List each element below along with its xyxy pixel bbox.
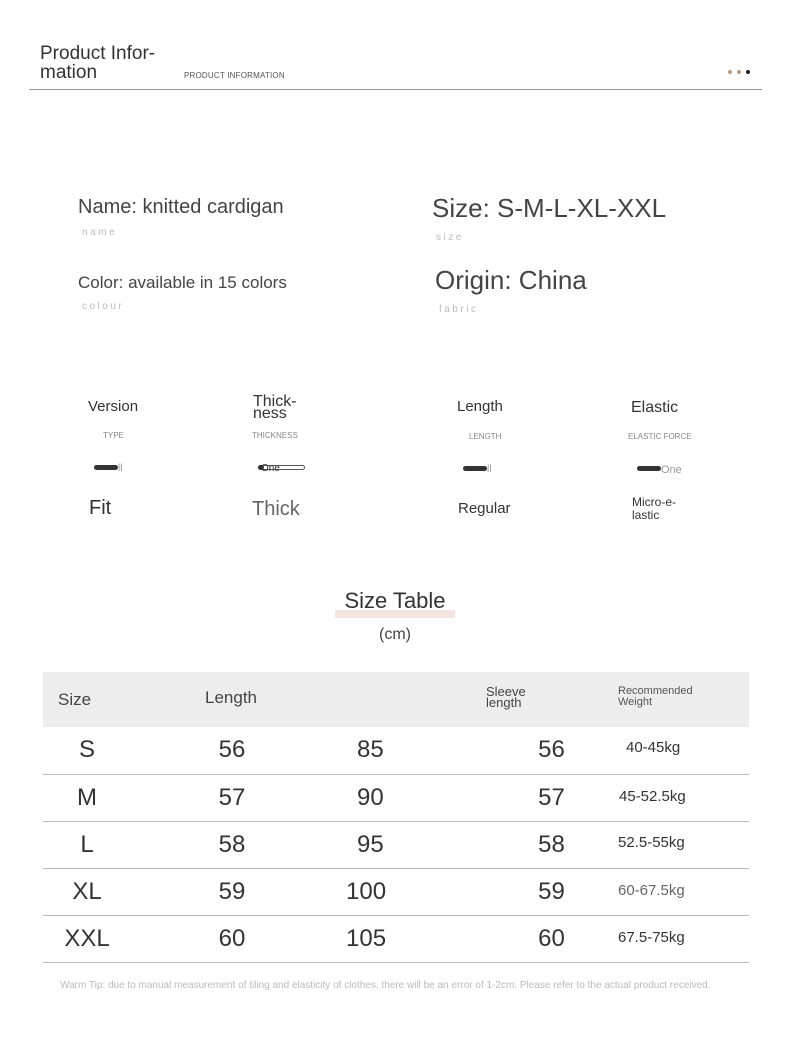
attribute-version [88,398,208,519]
table-cell: 57 [453,774,618,821]
table-cell: 60 [131,915,323,962]
attribute-marker: One [661,464,682,476]
table-cell: 59 [131,868,323,915]
attribute-marker: ll [118,463,123,474]
attribute-level-bar [463,464,493,475]
table-cell: 90 [323,774,453,821]
attribute-title: Elastic [631,399,679,416]
info-origin-sub: fabric [439,304,479,315]
decorative-dots [728,70,750,74]
dot-icon [728,70,732,74]
info-color-text: Color: available in 15 colors [78,273,287,292]
attribute-label: THICKNESS [252,431,298,440]
table-cell: 85 [323,727,453,774]
page-subtitle: PRODUCT INFORMATION [184,71,285,80]
warm-tip: Warm Tip: due to manual measurement of tiling and elasticity of clothes, there will be an error of 1-2cm. Please refer to the actual product received. [60,980,711,991]
table-cell: 67.5-75kg [618,915,749,962]
table-cell: 57 [131,774,323,821]
table-cell: 52.5-55kg [618,821,749,868]
info-size-sub: size [436,232,464,243]
table-header-cell: Length [131,672,323,727]
attribute-length [457,398,577,517]
table-cell: L [43,821,131,868]
table-title: Size Table [344,588,446,613]
header-divider [29,89,762,90]
attribute-title: Version [88,398,139,415]
attribute-label: LENGTH [469,432,502,441]
attribute-elastic [628,399,751,522]
attribute-level-bar [94,463,124,474]
dot-icon [737,70,741,74]
page-title: Product Infor- mation [40,43,156,83]
table-row [43,915,749,962]
info-color [78,273,287,312]
attribute-level-bar [637,464,687,476]
attribute-thickness [252,393,373,520]
attribute-label: ELASTIC FORCE [628,432,692,441]
attribute-value: Regular [458,500,511,517]
table-cell: M [43,774,131,821]
info-origin-text: Origin: China [435,265,587,295]
table-row [43,727,749,774]
table-header-cell: Recommended Weight [618,672,749,727]
table-header-cell: Size [43,672,131,727]
attribute-label: TYPE [103,431,124,440]
info-color-sub: colour [82,301,125,312]
table-cell: XXL [43,915,131,962]
table-header-row [43,672,749,727]
info-name-sub: name [82,227,118,238]
table-cell: 59 [453,868,618,915]
table-cell: 60-67.5kg [618,868,749,915]
size-table [43,672,749,963]
info-name-text: Name: knitted cardigan [78,196,284,218]
table-cell: 40-45kg [618,727,749,774]
table-header-cell [323,672,453,727]
attribute-title: Thick- ness [253,393,297,422]
table-cell: 58 [131,821,323,868]
attribute-title: Length [457,398,503,415]
attribute-marker: ll [487,464,492,475]
table-row [43,774,749,821]
table-cell: 56 [453,727,618,774]
table-cell: 60 [453,915,618,962]
table-cell: XL [43,868,131,915]
info-size [432,193,666,243]
table-cell: 58 [453,821,618,868]
table-cell: 95 [323,821,453,868]
table-cell: 100 [323,868,453,915]
attribute-value: Thick [252,498,300,520]
table-row [43,868,749,915]
dot-icon [746,70,750,74]
attribute-value: Fit [89,497,112,519]
table-unit: (cm) [379,626,411,643]
info-origin [435,265,587,315]
table-header-cell: Sleeve length [453,672,618,727]
info-name [78,196,284,238]
table-cell: S [43,727,131,774]
attribute-level-bar [258,463,305,474]
table-cell: 56 [131,727,323,774]
table-cell: 105 [323,915,453,962]
info-size-text: Size: S-M-L-XL-XXL [432,193,667,223]
attribute-value: Micro-e- lastic [632,495,676,522]
table-cell: 45-52.5kg [618,774,749,821]
table-row [43,821,749,868]
attribute-marker: One [261,463,280,474]
